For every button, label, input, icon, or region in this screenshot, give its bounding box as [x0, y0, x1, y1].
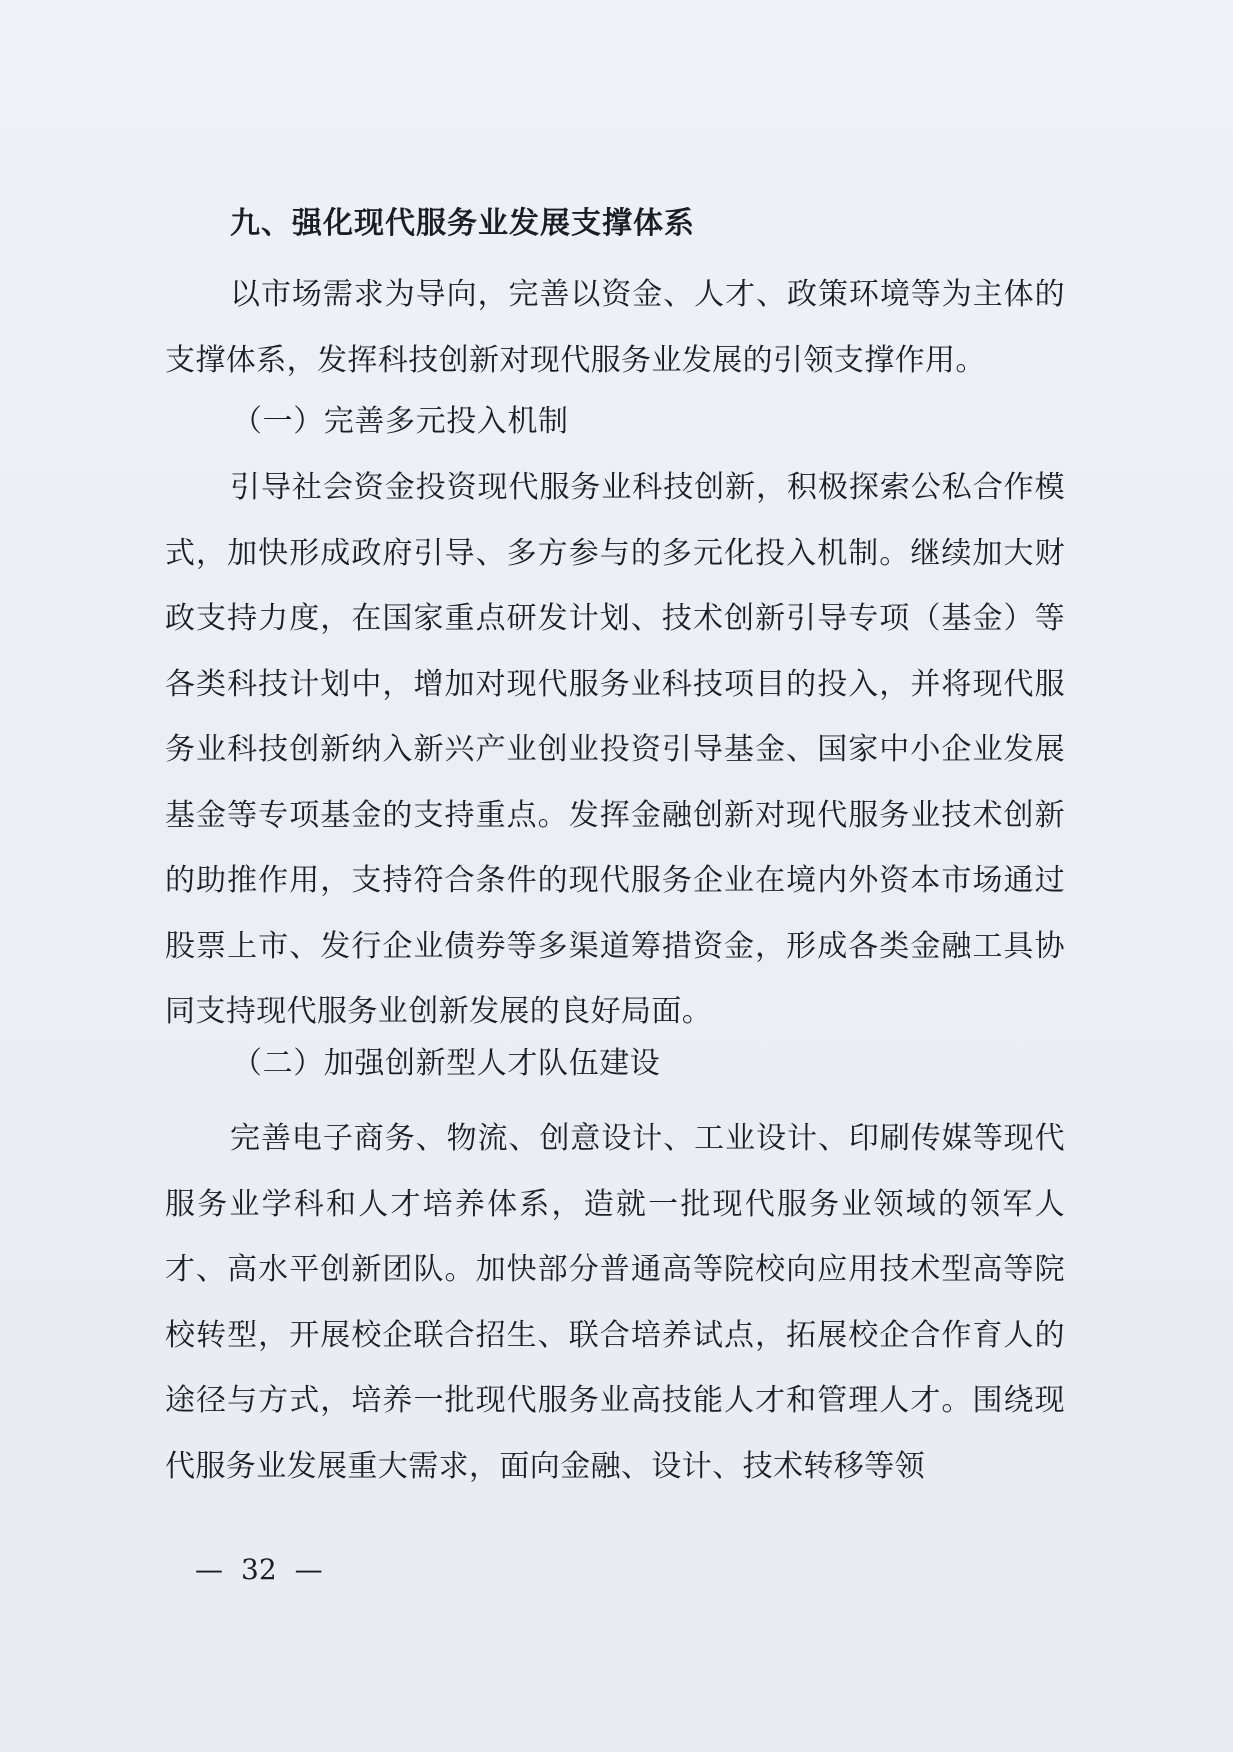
subsection-body-2: 完善电子商务、物流、创意设计、工业设计、印刷传媒等现代服务业学科和人才培养体系，造就一批现代服务业领域的领军人才、高水平创新团队。加快部分普通高等院校向应用技术型高等院校转型，开展校企联合招生、联合培养试点，拓展校企合作育人的途径与方式，培养一批现代服务业高技能人才和管理人才。围绕现代服务业发展重大需求，面向金融、设计、技术转移等领 [165, 1121, 1065, 1484]
intro-paragraph: 以市场需求为导向，完善以资金、人才、政策环境等为主体的支撑体系，发挥科技创新对现代服务业发展的引领支撑作用。 [165, 277, 1065, 378]
page-footer [195, 1553, 323, 1586]
section-heading: 九、强化现代服务业发展支撑体系 [230, 206, 695, 241]
page-number: 32 [241, 1553, 277, 1586]
footer-dash-left: — [195, 1553, 223, 1586]
subsection-title-2: （二）加强创新型人才队伍建设 [232, 1046, 661, 1081]
subsection-body-1: 引导社会资金投资现代服务业科技创新，积极探索公私合作模式，加快形成政府引导、多方参与的多元化投入机制。继续加大财政支持力度，在国家重点研发计划、技术创新引导专项（基金）等各类科技计划中，增加对现代服务业科技项目的投入，并将现代服务业科技创新纳入新兴产业创业投资引导基金、国家中小企业发展基金等专项基金的支持重点。发挥金融创新对现代服务业技术创新的助推作用，支持符合条件的现代服务企业在境内外资本市场通过股票上市、发行企业债券等多渠道筹措资金，形成各类金融工具协同支持现代服务业创新发展的良好局面。 [165, 470, 1065, 1029]
footer-dash-right: — [294, 1553, 323, 1586]
subsection-title-1: （一）完善多元投入机制 [232, 404, 569, 439]
